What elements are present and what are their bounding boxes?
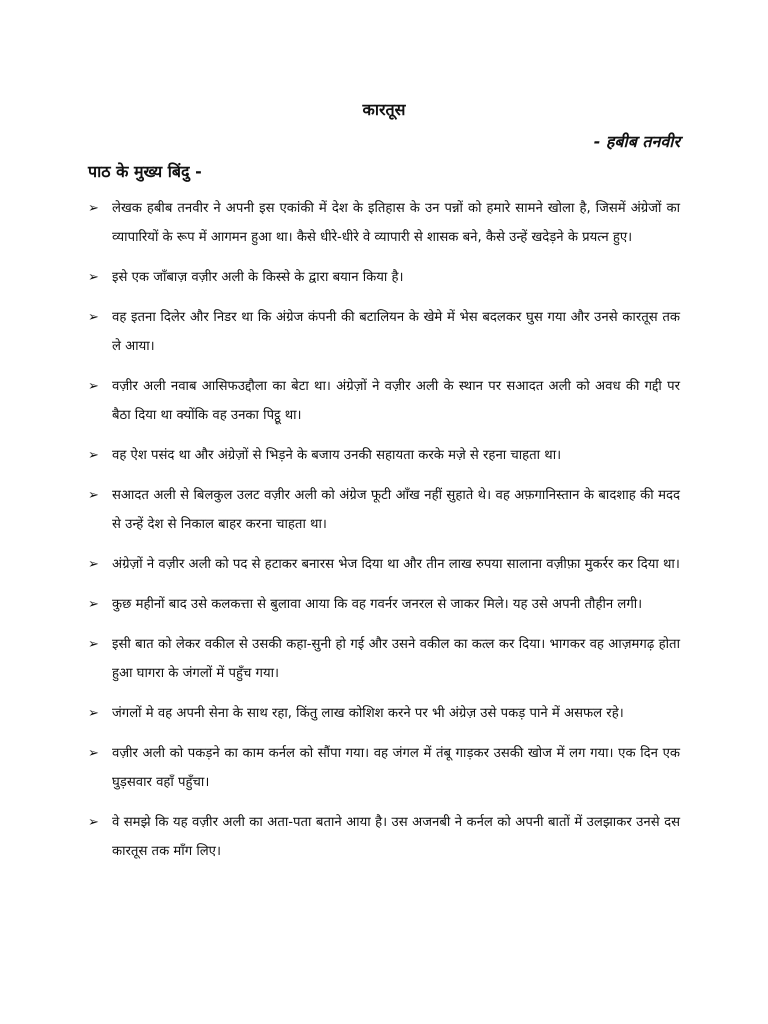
list-item-text: लेखक हबीब तनवीर ने अपनी इस एकांकी में देश के इतिहास के उन पन्नों को हमारे सामने खोला है, जिसमें अंग्रेजों का व्यापारियों के रूप में आगमन हुआ था। कैसे धीरे-धीरे वे व्यापारी से शासक बने, कैसे उन्हें खदेड़ने के प्रयत्न हुए। [112, 201, 680, 245]
list-item-text: वे समझे कि यह वज़ीर अली का अता-पता बताने आया है। उस अजनबी ने कर्नल को अपनी बातों में उलझाकर उनसे दस कारतूस तक माँग लिए। [112, 815, 680, 859]
arrow-bullet-icon: ➢ [88, 448, 99, 463]
arrow-bullet-icon: ➢ [88, 270, 99, 285]
section-heading: पाठ के मुख्य बिंदु - [88, 162, 202, 181]
arrow-bullet-icon: ➢ [88, 310, 99, 325]
list-item-text: वह ऐश पसंद था और अंग्रेज़ों से भिड़ने के बजाय उनकी सहायता करके मज़े से रहना चाहता था। [112, 448, 562, 463]
arrow-bullet-icon: ➢ [88, 706, 99, 721]
list-item-text: इसी बात को लेकर वकील से उसकी कहा-सुनी हो गई और उसने वकील का कत्ल कर दिया। भागकर वह आज़मगढ़ होता हुआ घागरा के जंगलों में पहुँच गया। [112, 637, 680, 681]
arrow-bullet-icon: ➢ [88, 637, 99, 652]
list-item [88, 699, 680, 728]
list-item [88, 263, 680, 292]
arrow-bullet-icon: ➢ [88, 557, 99, 572]
arrow-bullet-icon: ➢ [88, 488, 99, 503]
list-item [88, 372, 680, 430]
list-item [88, 550, 680, 579]
list-item-text: कुछ महीनों बाद उसे कलकत्ता से बुलावा आया कि वह गवर्नर जनरल से जाकर मिले। यह उसे अपनी तौहीन लगी। [112, 597, 643, 612]
list-item [88, 590, 680, 619]
list-item [88, 808, 680, 866]
list-item-text: वह इतना दिलेर और निडर था कि अंग्रेज कंपनी की बटालियन के खेमे में भेस बदलकर घुस गया और उनसे कारतूस तक ले आया। [112, 310, 680, 354]
list-item [88, 441, 680, 470]
document-title: कारतूस [362, 100, 406, 119]
list-item [88, 630, 680, 688]
arrow-bullet-icon: ➢ [88, 597, 99, 612]
list-item-text: वज़ीर अली को पकड़ने का काम कर्नल को सौंपा गया। वह जंगल में तंबू गाड़कर उसकी खोज में लग गया। एक दिन एक घुड़सवार वहाँ पहुँचा। [112, 746, 680, 790]
arrow-bullet-icon: ➢ [88, 379, 99, 394]
list-item [88, 739, 680, 797]
list-item-text: अंग्रेज़ों ने वज़ीर अली को पद से हटाकर बनारस भेज दिया था और तीन लाख रुपया सालाना वज़ीफ़ा मुकर्रर कर दिया था। [112, 557, 680, 572]
key-points-list [88, 194, 680, 877]
list-item [88, 303, 680, 361]
list-item-text: सआदत अली से बिलकुल उलट वज़ीर अली को अंग्रेज फूटी आँख नहीं सुहाते थे। वह अफ़गानिस्तान के बादशाह की मदद से उन्हें देश से निकाल बाहर करना चाहता था। [112, 488, 680, 532]
list-item-text: जंगलों मे वह अपनी सेना के साथ रहा, किंतु लाख कोशिश करने पर भी अंग्रेज़ उसे पकड़ पाने में असफल रहे। [112, 706, 624, 721]
list-item-text: वज़ीर अली नवाब आसिफउद्दौला का बेटा था। अंग्रेज़ों ने वज़ीर अली के स्थान पर सआदत अली को अवध की गद्दी पर बैठा दिया था क्योंकि वह उनका पिट्ठू था। [112, 379, 680, 423]
arrow-bullet-icon: ➢ [88, 201, 99, 216]
arrow-bullet-icon: ➢ [88, 746, 99, 761]
list-item [88, 481, 680, 539]
arrow-bullet-icon: ➢ [88, 815, 99, 830]
author-name: - हबीब तनवीर [593, 132, 680, 151]
list-item [88, 194, 680, 252]
list-item-text: इसे एक जाँबाज़ वज़ीर अली के किस्से के द्वारा बयान किया है। [112, 270, 404, 285]
